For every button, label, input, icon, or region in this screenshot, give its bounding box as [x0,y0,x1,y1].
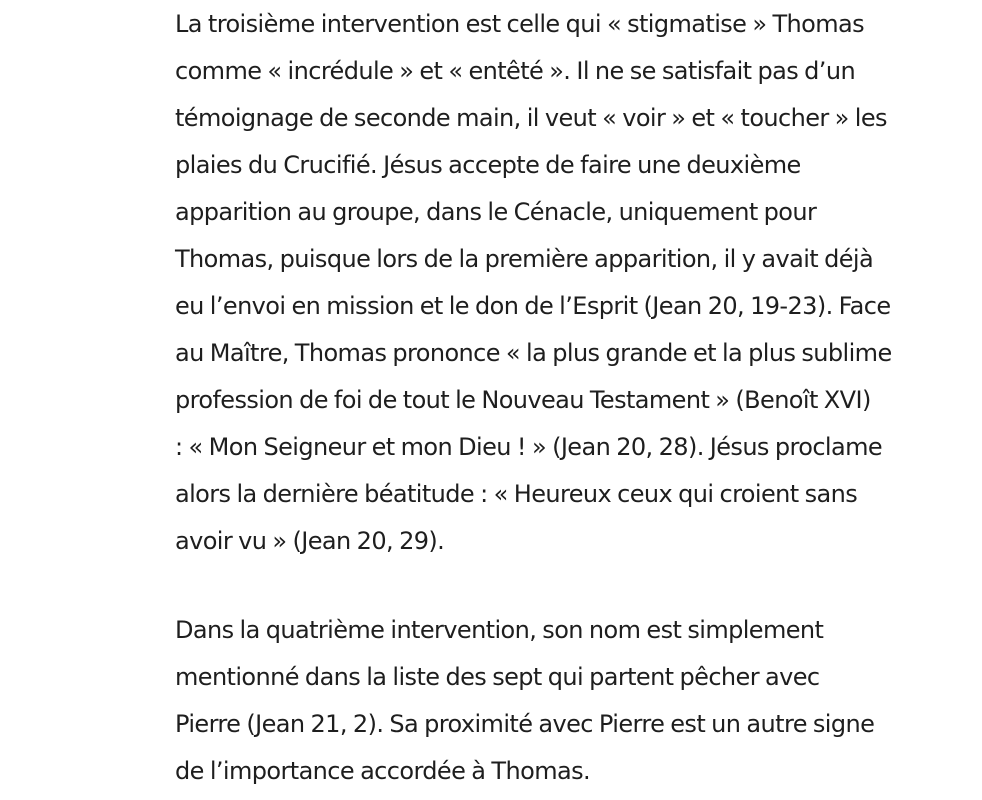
text-line: témoignage de seconde main, il veut « voir » et « toucher » les [175,104,887,132]
text-line: profession de foi de tout le Nouveau Testament » (Benoît XVI) [175,386,871,414]
text-line: Pierre (Jean 21, 2). Sa proximité avec Pierre est un autre signe [175,710,875,738]
text-line: apparition au groupe, dans le Cénacle, uniquement pour [175,198,817,226]
text-line: Thomas, puisque lors de la première apparition, il y avait déjà [175,245,874,273]
text-line: Dans la quatrième intervention, son nom est simplement [175,616,824,644]
text-line: avoir vu » (Jean 20, 29). [175,527,445,555]
text-line: La troisième intervention est celle qui « stigmatise » Thomas [175,10,865,38]
text-line: comme « incrédule » et « entêté ». Il ne se satisfait pas d’un [175,57,856,85]
text-line: : « Mon Seigneur et mon Dieu ! » (Jean 20, 28). Jésus proclame [175,433,883,461]
text-line: plaies du Crucifié. Jésus accepte de faire une deuxième [175,151,801,179]
text-line: de l’importance accordée à Thomas. [175,757,591,785]
text-line: eu l’envoi en mission et le don de l’Esprit (Jean 20, 19-23). Face [175,292,891,320]
paragraph-third-intervention [175,1,892,565]
text-line: au Maître, Thomas prononce « la plus grande et la plus sublime [175,339,892,367]
paragraph-fourth-intervention [175,607,874,795]
text-line: alors la dernière béatitude : « Heureux ceux qui croient sans [175,480,858,508]
text-line: mentionné dans la liste des sept qui partent pêcher avec [175,663,820,691]
